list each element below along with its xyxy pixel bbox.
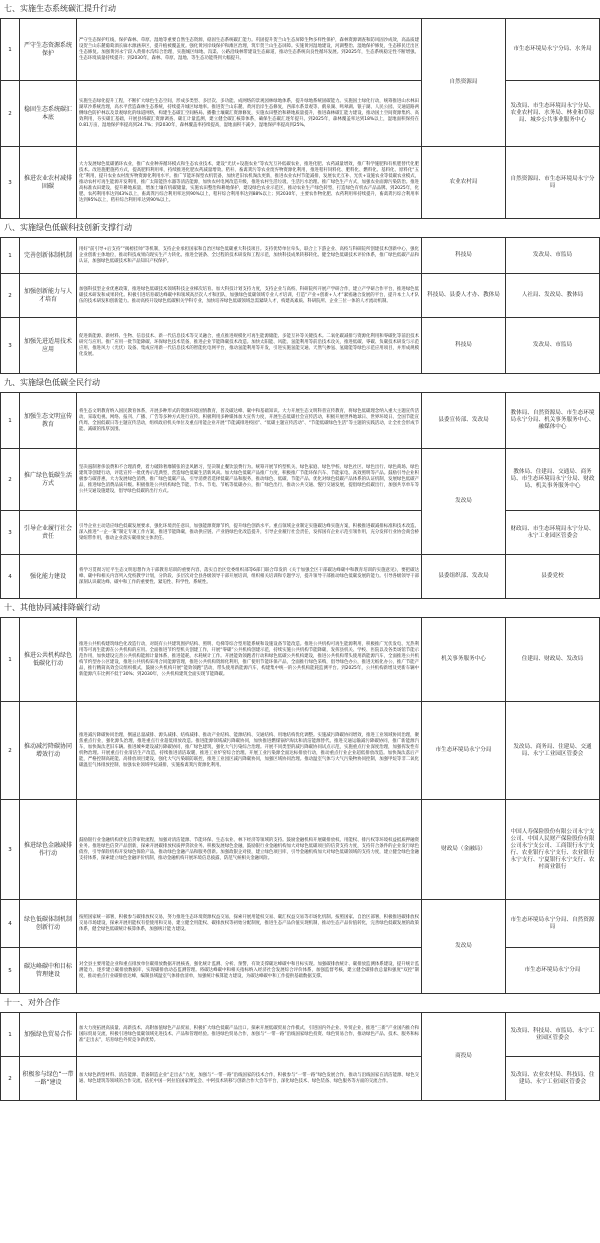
cooperating-departments: 自然资源局、市生态环境局永宁分局 xyxy=(506,147,600,219)
action-name: 强化能力建设 xyxy=(20,555,77,599)
action-content: 将生态文明教育纳入国民教育体系，开展多种形式的资源环境国情教育，普及碳达峰、碳中和基础知识。大力开展生态文明科普宣传教育，将绿色低碳理念纳入重大主题宣传活动，采取电视、网络、报刊、广播、广告等多种方式进行宣传。积极利用多种媒体加大宣传力度，开展生态低碳社会宣传活动，积极开展世界地球日、世界环境日、全国节能宣传周、全国低碳日等主题宣传活动，组织政府机关单位及重点用能企业开展“节能减排进校园”、“低碳主题宣传活动”、“节能低碳绿色生活”等主题的实践活动，让全社会形成节能、减碳的浓厚氛围。 xyxy=(77,393,422,449)
action-content: 对全县主要用能企业和重点排放单位碳排放数据开展核查，强化统计监测、分析、预警，有效支撑碳达峰碳中和目标实现。加强碳排放统计、碳排放监测体系建设，提升统计监测能力，逐步建立碳排放数据库，实现碳排放动态监测管理。将碳达峰碳中和相关指标纳入经济社会发展综合评价体系，加强监督考核，建立健全碳排放总量和强度“双控”制度，推动重点行业碳排放达峰，编制县域温室气体排放清单，加强统计核算能力建设，为碳达峰碳中和工作提供基础数据支撑。 xyxy=(77,948,422,994)
lead-department: 县委宣传部、发改局 xyxy=(422,393,506,449)
row-number: 1 xyxy=(1,238,20,274)
table-row xyxy=(1,147,600,219)
cooperating-departments: 住建局、财政局、发改局 xyxy=(506,618,600,702)
table-row xyxy=(1,81,600,147)
row-number: 3 xyxy=(1,800,20,900)
row-number: 1 xyxy=(1,393,20,449)
table-row xyxy=(1,555,600,599)
section-title: 七、实施生态系统碳汇提升行动 xyxy=(4,4,116,13)
section-title: 十一、对外合作 xyxy=(4,998,60,1007)
table-row xyxy=(1,511,600,555)
row-number: 2 xyxy=(1,274,20,318)
lead-department: 科技局、县委人才办、教体局 xyxy=(422,274,506,318)
lead-department: 财政局（金融局） xyxy=(422,800,506,900)
row-number: 3 xyxy=(1,147,20,219)
action-content: 加大绿色新型材料、清洁能源、装备制造企业“走出去”力度，加强与“一带一路”沿线国家的技术合作，积极参与“一带一路”绿色发展合作，推动与沿线国家在清洁能源、绿色交通、绿色建筑等领域的合作交流，依托中国一阿拉伯国家博览会、中阿技术转移与创新合作大会等平台，深化绿色技术、绿色装备、绿色服务等方面的交流合作。 xyxy=(77,1057,422,1101)
row-number: 2 xyxy=(1,81,20,147)
action-content: 大力发展绿色低碳循环农业，推广农业种养循环模式和生态农业技术，建设“光伏+设施农业”等农光互补低碳农业，推进化肥、农药减量增效，推广科学施肥和有机肥替代化肥技术。改进施肥施药方式，提高肥料利用率，持续推进化肥农药减量增效。秸秆、畜禽粪污等农业废弃物资源化利用，推进秸秆饲料化、肥料化、燃料化、基料化、原料化“五化”利用，提升农业农村废弃物资源化利用水平。推广节能环保型农机装备，加快老旧农机淘汰更新，推进农业农村节能减排，发展农光互补、光伏+设施农业等低碳农业模式，推动农村可再生能源开发利用，推广太阳能热水器等清洁能源，加快农村电网改造升级，推进农村生活垃圾、生活污水治理。推广绿色生产方式，加强农业面源污染防治。推进高标准农田建设，提升耕地质量，增加土壤有机碳储量。实施农田整治和耕地保护，建设绿色农业示范区，推动农业生产绿色转型，打造绿色有机农产品品牌。到2025年，化肥、农药利用率达到43%以上，畜禽粪污综合利用率达到90%以上，秸秆综合利用率达到88%以上；到2030年，主要农作物化肥、农药利用率持续提升，畜禽粪污综合利用率达到95%以上，秸秆综合利用率达到90%以上。 xyxy=(77,147,422,219)
table-row xyxy=(1,1013,600,1057)
cooperating-departments: 发改局、市监局 xyxy=(506,318,600,374)
action-table xyxy=(0,237,600,374)
action-content: 坚决遏制奢侈浪费和不合理消费，着力破除奢靡铺张的歪风陋习，坚决制止餐饮浪费行为。统筹开展节约型机关、绿色家庭、绿色学校、绿色社区、绿色出行、绿色商场、绿色建筑等创建行动，评选宣传一批优秀示范典型，营造绿色低碳生活新风尚。加大绿色低碳产品推广力度，积极推广节能环保汽车、节能家电、高效照明等产品。鼓励引导企业积极参与碳普惠，大力发展绿色消费，推广绿色低碳产品，引导消费者选择低碳产品和服务，推动绿色、低碳、节能产品、优化对绿色低碳产品体系的认证机制，发展绿色低碳产品，推进绿色消费品质升级。积极推进公共机构绿色节能、节水、节电、节纸等低碳办公，推广绿色出行，推动公共交通、慢行交通发展，提倡绿色低碳出行，加强共享单车等公共交通设施建设，倡导绿色低碳的出行方式。 xyxy=(77,449,422,511)
action-name: 推进农业农村减排固碳 xyxy=(20,147,77,219)
action-content: 加大力度拓展高质量、高新技术、高附加值绿色产品贸易，积极扩大绿色低碳产品出口。探索开展低碳贸易合作模式，引进国内外企业、外贸企业，推进“三新”产业国内推介和国际贸易交流，积极引进绿色低碳领域先进技术、产品和管理经验。推进绿色贸易合作，加强与“一带一路”沿线国家绿色投资、绿色贸易合作，推动绿色产品、技术、服务和标准“走出去”，培育绿色外贸竞争新优势。 xyxy=(77,1013,422,1057)
cooperating-departments: 人社局、发改局、教体局 xyxy=(506,274,600,318)
row-number: 4 xyxy=(1,555,20,599)
row-number: 1 xyxy=(1,618,20,702)
lead-department: 发改局 xyxy=(422,900,506,994)
lead-department: 科技局 xyxy=(422,318,506,374)
action-content: 推进公共机构建筑绿色化改造行动，对既有公共建筑围护结构、照明、电梯等综合型用能系统和设施设备节能改造。推进公共机构可再生能源利用，积极推广光伏发电、光热利用等可再生能源在公共机构的应用。全面推进节约型机关创建工作，开展“零碳”公共机构创建示范，持续实施公共机构节能降碳，发挥县机关、学校、医院以及各类场馆节能示范作用，加快建设完善公共机构能源计量体系，推进能耗、水耗统计工作。开展能效领跑者行动和绿色低碳公共机构建设，推进公共机构带头使用新能源汽车，全面推进公共机构节约型办公区建设，推进公共机构采用合同能源管理，推进公共机构资源化利用，推广使用节能环保产品，全面推行绿色采购，倡导绿色办公，推进无纸化办公，推广节能产品，推行精简高效会议组织模式，鼓励公共机构开展“能效领跑”活动，带头使用新能源汽车，构建集中统一的公共机构能耗监测平台。到2025年，公共机构新增及更新车辆中新能源汽车比例不低于30%；到2030年，公共机构建筑全面实现节能降碳。 xyxy=(77,618,422,702)
action-content: 推进减污降碳协同治理，倒逼总量减排、源头减排、结构减排、推动产业结构、能源结构、交通结构、用地结构优化调整。实施减污降碳协同增效，推进工业领域协同治理，聚焦重点行业，强化源头治理，推进重点行业超低排放改造。推进能源领域减污降碳协同，加快推进燃煤锅炉淘汰和清洁能源替代。推进交通运输减污降碳协同，推广新能源汽车，加快淘汰老旧车辆。推进城乡建设减污降碳协同，推广绿色建筑，强化大气污染综合治理。开展不同类型的减污降碳协同试点示范，实施重点行业深度治理，加强挥发性有机物治理。开展重点行业清洁生产改造，持续推进清洁取暖，推进工业炉窑综合治理。开展工业污染源全面达标排放行动，推动重点行业企业超低排放改造。加快淘汰落后产能，严格控制高耗能、高排放项目建设，强化大气污染联防联控，推进工业园区减污降碳协同，加强区域协同治理。推动温室气体与大气污染物协同控制，加强甲烷等非二氧化碳温室气体排放控制，加强农业领域甲烷减排，实施畜禽粪污资源化利用。 xyxy=(77,702,422,800)
table-row xyxy=(1,449,600,511)
cooperating-departments: 市生态环境局永宁分局、水务局 xyxy=(506,19,600,81)
action-name: 绿色低碳体制机制创新行动 xyxy=(20,900,77,948)
lead-department: 市生态环境局永宁分局 xyxy=(422,702,506,800)
cooperating-departments: 发改局、市监局 xyxy=(506,238,600,274)
action-name: 加强先进适用技术应用 xyxy=(20,318,77,374)
action-name: 推动减污降碳协同增效行动 xyxy=(20,702,77,800)
action-content: 加强科技型企业优惠政策，推进绿色低碳技术领域科技企业梯次培育。加大科技计划支持力度，支持企业与高校、科研院所开展产学研合作，建立产学研合作平台，推进绿色低碳技术研发和成果转化。积极引进培育碳达峰碳中和领域高层次人才和团队，加强绿色低碳领域专业人才培训，打造“产业+创新+人才”紧密融合发展的平台，提升本土人才队伍的技术研发和创新能力。推动高校开设绿色低碳相关学科专业，加快培养绿色低碳领域急需紧缺人才，构建高素质、科研院所、企业三位一体的人才流动机制。 xyxy=(77,274,422,318)
table-row xyxy=(1,900,600,948)
action-name: 推广绿色低碳生活方式 xyxy=(20,449,77,511)
action-content: 按照国家统一部署，积极参与碳排放权交易，努力推进生态环境资源权益交易，探索开展用能权交易、碳汇权益交易等市场化机制。按照国家、自治区部署，积极推进碳排放权交易市场建设，探索开展用能权有偿使用和交易，建立健全用能权、碳排放权等初始分配制度，推进生态产品价值实现机制，推动生态产品价值转化，完善绿色低碳发展的政策体系，健全绿色低碳统计核算体系，加强统计能力建设。 xyxy=(77,900,422,948)
lead-department: 机关事务服务中心 xyxy=(422,618,506,702)
action-name: 积极参与绿色“一带一路”建设 xyxy=(20,1057,77,1101)
table-row xyxy=(1,948,600,994)
action-content: 鼓励银行业金融机构优化信贷审批流程，加强对清洁能源、节能环保、生态农业、林下经济等领域的支持。鼓励金融机构开展碳排放权、用能权、排污权等环境权益抵质押融资业务。推进绿色信贷产品创新，探索开展碳排放权质押贷款业务。积极发展绿色金融，鼓励银行业金融机构加大对绿色低碳项目的信贷支持力度，支持符合条件的企业发行绿色债券，引导保险机构开发绿色保险产品，推动绿色金融产品和服务创新。加强政银企对接，建立绿色项目库，引导金融机构加大对绿色低碳领域的支持力度，建立健全绿色金融支持体系，探索建立绿色金融评价机制，推动金融机构开展环境信息披露，防范气候相关金融风险。 xyxy=(77,800,422,900)
action-name: 稳固生态系统碳汇本底 xyxy=(20,81,77,147)
action-name: 推进公共机构绿色低碳化行动 xyxy=(20,618,77,702)
cooperating-departments: 发改局、科技局、市监局、永宁工业园区管委会 xyxy=(506,1013,600,1057)
cooperating-departments: 市生态环境局永宁分局 xyxy=(506,948,600,994)
action-table xyxy=(0,617,600,994)
action-name: 加强创新能力与人才培育 xyxy=(20,274,77,318)
row-number: 4 xyxy=(1,900,20,948)
cooperating-departments: 县委党校 xyxy=(506,555,600,599)
table-row xyxy=(1,702,600,800)
section-title: 八、实施绿色低碳科技创新支撑行动 xyxy=(4,223,132,232)
lead-department: 自然资源局 xyxy=(422,19,506,147)
row-number: 2 xyxy=(1,1057,20,1101)
action-name: 完善创新体制机制 xyxy=(20,238,77,274)
row-number: 2 xyxy=(1,449,20,511)
cooperating-departments: 发改局、商务局、住建局、交通局、永宁工业园区管委会 xyxy=(506,702,600,800)
cooperating-departments: 市生态环境局永宁分局、自然资源局 xyxy=(506,900,600,948)
lead-department: 农业农村局 xyxy=(422,147,506,219)
action-content: 用好“前引导+后支持”“揭榜挂帅”等机制，支持企业承担国家和自治区绿色低碳重大科技项目。支持优势单位牵头，联合上下游企业、高校与科研院所创建技术创新中心，强化企业创新主体地位，推动科技成果向现实生产力转化。推进全链条、全过程的技术研发和工程示范，加快科技成果转移转化。健全绿色低碳技术评价体系，推广绿色低碳产品和认证，加强绿色低碳技术和产品知识产权保护。 xyxy=(77,238,422,274)
cooperating-departments: 发改局、市生态环境局永宁分局、农业农村局、水务局、林业和草原局、城乡公共事业服务中心 xyxy=(506,81,600,147)
row-number: 5 xyxy=(1,948,20,994)
action-content: 引导企业主动适应绿色低碳发展要求，强化环境责任意识，加强能源资源节约，提升绿色创新水平。重点领域企业制定实施碳达峰实施方案，积极推进碳减排标准和技术改造。深入推进“一企一策”制定专项工作方案，推进节能降碳，推动供应链、产业链绿色化改造提升，引导企业履行社会责任，发挥国有企业示范引领作用，充分发挥行业协会商会桥梁纽带作用，推动企业落实碳排放主体责任。 xyxy=(77,511,422,555)
section-title: 十、其他协同减排降碳行动 xyxy=(4,603,100,612)
action-name: 推进绿色金融减排作行动 xyxy=(20,800,77,900)
lead-department: 发改局 xyxy=(422,449,506,555)
lead-department: 科技局 xyxy=(422,238,506,274)
table-row xyxy=(1,274,600,318)
table-row xyxy=(1,318,600,374)
cooperating-departments: 教体局、住建局、交通局、商务局、市生态环境局永宁分局、财政局、机关事务服务中心 xyxy=(506,449,600,511)
lead-department: 县委组织部、发改局 xyxy=(422,555,506,599)
row-number: 3 xyxy=(1,511,20,555)
lead-department: 商投局 xyxy=(422,1013,506,1101)
action-content: 实施生态绿化提升工程，不断扩大绿色生态空间，形成多类型、多层次、多功能、成网络的景观园林绿地体系，提升绿地系统固碳能力。实施国土绿化行动，统筹推进山水林田湖草沙系统治理，高水平营造森林生态系统，持续提升城区绿地率。推进贺兰山东麓、黄河沿岸生态修复，西部水系景观等、鹤泉湖、鸣翠湖、银子湖、人民公园、交通道路两侧绿色防护林以及景观绿化的绿道网络，构建生态碳汇空间格局。播撒土壤碳汇资源修复，实施农田整治和耕地质量提升，推进森林碳汇能力建设，推动国土空间资源集约、高效利用，夯实碳汇基础，开展县域碳汇资源调查、碳汇计量监测，建立健全碳汇核算体系，确保生态碳汇逐年提升。到2025年，森林覆盖率达到18%以上，湿地面积保持在0.81万亩，湿地保护率提高到24.7%；到2030年，森林覆盖率持续提高，湿地面积不减少，湿地保护率提高到25%。 xyxy=(77,81,422,147)
table-row xyxy=(1,800,600,900)
row-number: 3 xyxy=(1,318,20,374)
section-title: 九、实施绿色低碳全民行动 xyxy=(4,378,100,387)
cooperating-departments: 发改局、农业农村局、科技局、住建局、永宁工业园区管委会 xyxy=(506,1057,600,1101)
action-name: 严守生态资源系统保护 xyxy=(20,19,77,81)
table-row xyxy=(1,19,600,81)
action-content: 将学习贯彻习近平生态文明思想作为干部教育培训的重要内容，落实自治区党委组织部等6部门联合印发的《关于加强全区干部碳达峰碳中和教育培训的实施意见》，要把碳达峰、碳中和相关内容列入党校教学计划，分阶段、多层次对全县各级领导干部开展培训，组织相关培训和专题学习，提升领导干部推动绿色低碳发展的能力。引导各级领导干部深刻认识碳达峰、碳中和工作的重要性、紧迫性、科学性、系统性。 xyxy=(77,555,422,599)
action-name: 加强绿色贸易合作 xyxy=(20,1013,77,1057)
action-name: 碳达峰碳中和目标管理建设 xyxy=(20,948,77,994)
table-row xyxy=(1,618,600,702)
table-row xyxy=(1,393,600,449)
row-number: 1 xyxy=(1,1013,20,1057)
cooperating-departments: 财政局、市生态环境局永宁分局、永宁工业园区管委会 xyxy=(506,511,600,555)
table-row xyxy=(1,238,600,274)
cooperating-departments: 中国人寿保险股份有限公司永宁支公司、中国人民财产保险股份有限公司永宁支公司、工商银行永宁支行、农业银行永宁支行、农业银行永宁支行、宁夏银行永宁支行、农村商业银行 xyxy=(506,800,600,900)
action-table xyxy=(0,1012,600,1101)
action-content: 促进新能源、新材料、生物、信息技术、新一代信息技术等交叉融合，重点推进规模化可再生能源储能、多能互补等关键技术。二氧化碳减排与资源化利用和零碳化等前沿技术研究与应用。推广应用一批节能降碳、环保绿色技术装备，推进企业节能降碳技术改造。加快太阳能、风能、氢能利用等前沿技术攻关，推进低碳、零碳、负碳技术研发与示范应用，推进风力（光伏）设备、集成应用新一代信息技术的智能化电网平台，推动氢能利用等开发，引进实施氢能交通、天然气掺氢、氢储能等绿色示范应用项目，并形成规模化发展。 xyxy=(77,318,422,374)
row-number: 1 xyxy=(1,19,20,81)
cooperating-departments: 教体局、自然资源局、市生态环境局永宁分局、机关事务服务中心、融媒体中心 xyxy=(506,393,600,449)
action-name: 加强生态文明宣传教育 xyxy=(20,393,77,449)
row-number: 2 xyxy=(1,702,20,800)
action-content: 严守生态保护红线，保护森林、草原、湿地等重要自然生态资源，稳固生态系统碳汇能力。巩固提升贺兰山生态屏障生物多样性保护，森林资源调查和防风固沙成效，高品质建设贺兰山东麓葡萄酒长廊水源涵养区，提升植被覆盖度。强化黄河岸线保护和滩区治理，筑牢贺兰山生态屏障。实施黄河湿地建设，河湖整治、湿地保护修复，生态移民迁出区生态修复。加强黄河永宁段入黄排水沟综合治理，实施城区绿地、沟渠、公路沿线林带建设生态廊道，推动生态系统向良性循环发展。到2025年，生态系统稳定性不断增强。生态环境质量持续提升；到2030年，森林、草原、湿地、等生态功能得到大幅提升。 xyxy=(77,19,422,81)
action-table xyxy=(0,392,600,599)
table-row xyxy=(1,1057,600,1101)
action-table xyxy=(0,18,600,219)
action-name: 引导企业履行社会责任 xyxy=(20,511,77,555)
